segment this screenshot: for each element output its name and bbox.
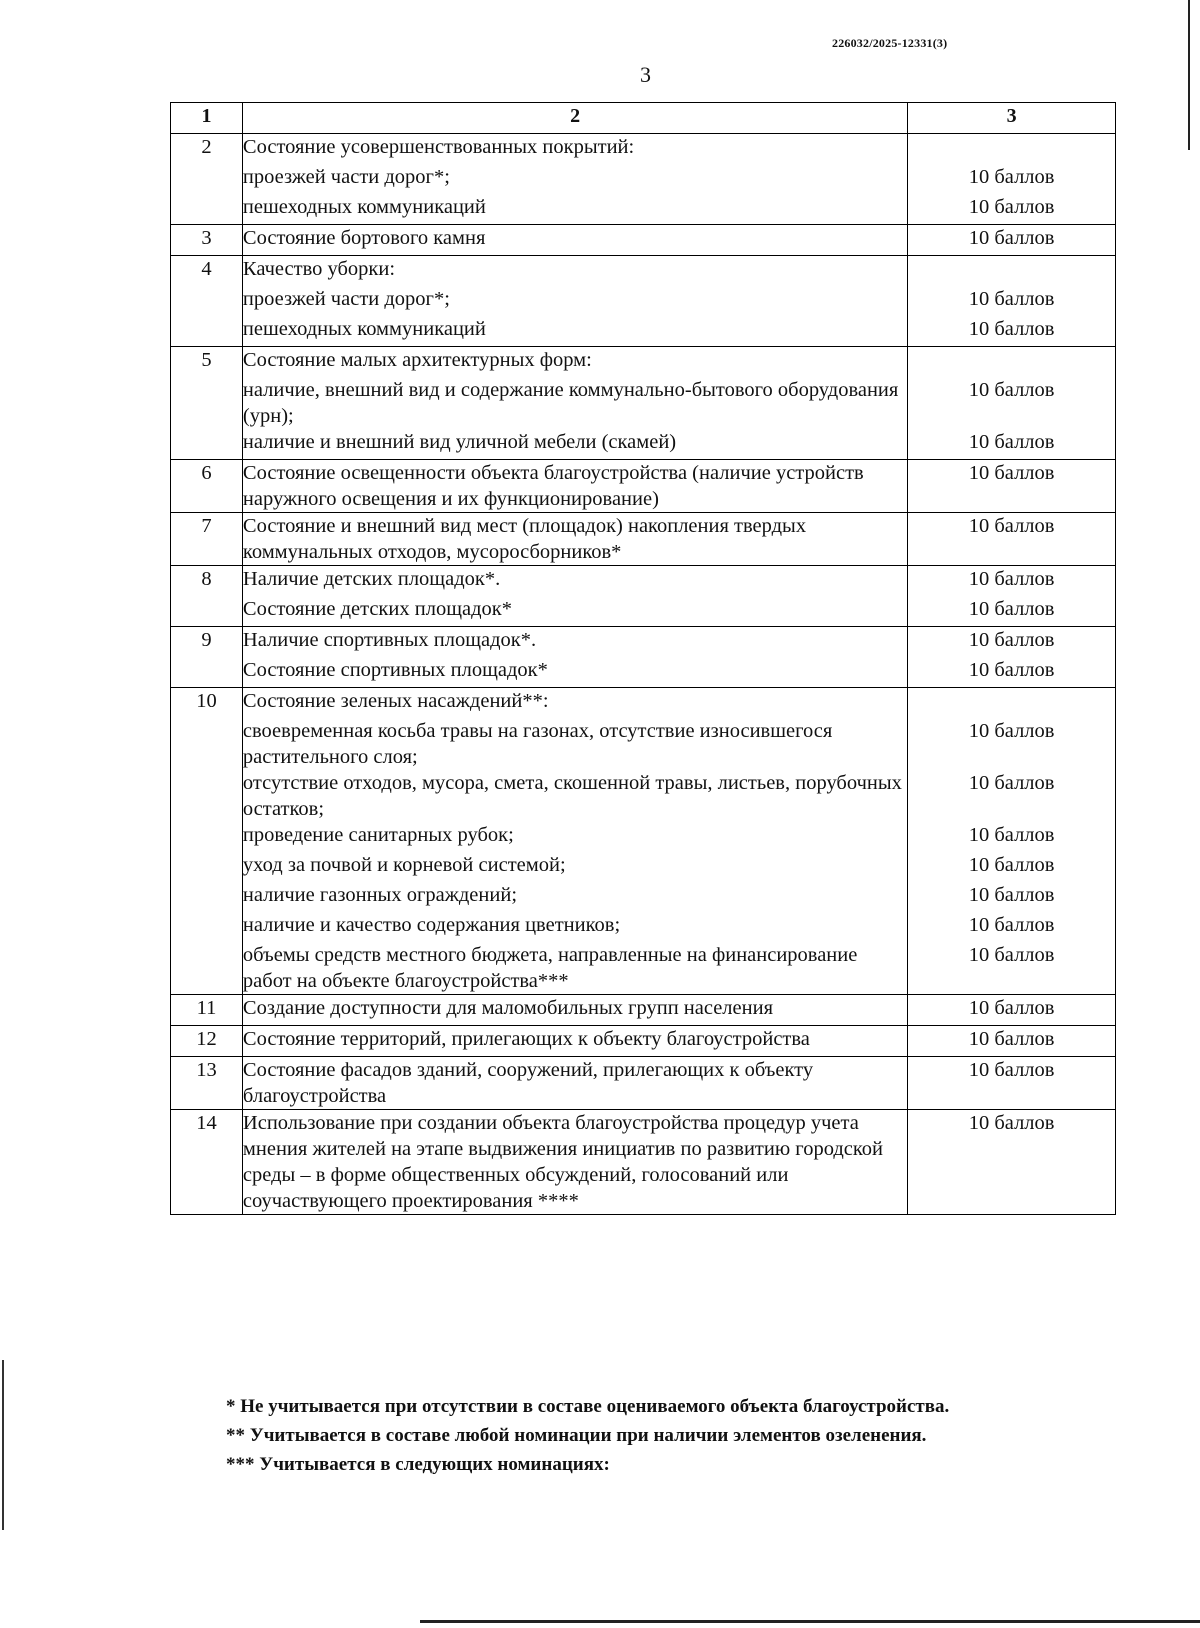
criterion-score-cell <box>908 134 1116 225</box>
criterion-description <box>242 347 907 460</box>
criterion-line: наличие и качество содержания цветников; <box>242 914 621 936</box>
row-number: 4 <box>171 256 243 347</box>
score-value: 10 баллов <box>968 997 1055 1019</box>
criterion-line: Состояние бортового камня <box>242 227 486 249</box>
score-value: 10 баллов <box>968 914 1055 936</box>
criterion-line: Использование при создании объекта благоустройства процедур учета мнения жителей на этапе выдвижения инициатив по развитию городской среды – в форме общественных обсуждений, голосований или соучаствующего проектирования **** <box>242 1112 884 1212</box>
score-value: 10 баллов <box>968 824 1055 846</box>
score-value: 10 баллов <box>968 288 1055 310</box>
criterion-line: Создание доступности для маломобильных групп населения <box>242 997 774 1019</box>
criterion-line: пешеходных коммуникаций <box>242 318 486 340</box>
criterion-line: наличие, внешний вид и содержание коммунально-бытового оборудования (урн); <box>242 379 899 427</box>
table-row <box>171 627 1116 688</box>
table-row <box>171 134 1116 225</box>
criterion-score-cell <box>908 688 1116 995</box>
score-value: 10 баллов <box>968 772 1055 794</box>
score-value: 10 баллов <box>968 944 1055 966</box>
table-row <box>171 256 1116 347</box>
page-number: 3 <box>640 62 651 87</box>
criterion-description <box>242 566 907 627</box>
criterion-line: Состояние фасадов зданий, сооружений, прилегающих к объекту благоустройства <box>242 1059 814 1107</box>
criterion-line: Состояние малых архитектурных форм: <box>242 349 592 371</box>
criterion-description <box>242 688 907 995</box>
table-row <box>171 513 1116 566</box>
score-value: 10 баллов <box>968 431 1055 453</box>
row-number: 12 <box>171 1026 243 1057</box>
criterion-line: Состояние территорий, прилегающих к объекту благоустройства <box>242 1028 810 1050</box>
row-number: 5 <box>171 347 243 460</box>
table-row <box>171 1110 1116 1215</box>
table-row <box>171 1057 1116 1110</box>
score-value: 10 баллов <box>968 462 1055 484</box>
criterion-line: уход за почвой и корневой системой; <box>242 854 566 876</box>
score-value: 10 баллов <box>968 196 1055 218</box>
criterion-score-cell <box>908 1057 1116 1110</box>
row-number: 11 <box>171 995 243 1026</box>
criterion-line: Наличие детских площадок*. <box>242 568 501 590</box>
row-number: 2 <box>171 134 243 225</box>
criterion-score-cell <box>908 225 1116 256</box>
table-header-row <box>171 103 1116 134</box>
scan-edge-bottom <box>420 1620 1200 1623</box>
row-number: 13 <box>171 1057 243 1110</box>
criterion-description <box>242 995 907 1026</box>
criterion-line: своевременная косьба травы на газонах, отсутствие износившегося растительного слоя; <box>242 720 833 768</box>
criteria-table <box>170 102 1116 1215</box>
criterion-description <box>242 627 907 688</box>
criterion-description <box>242 1110 907 1215</box>
scan-edge-left <box>2 1360 4 1530</box>
footnote: * Не учитывается при отсутствии в составе оцениваемого объекта благоустройства. <box>226 1396 950 1417</box>
criterion-score-cell <box>908 1110 1116 1215</box>
score-value: 10 баллов <box>968 515 1055 537</box>
score-value <box>908 347 1115 377</box>
score-value: 10 баллов <box>968 379 1055 401</box>
row-number: 10 <box>171 688 243 995</box>
criterion-line: Состояние детских площадок* <box>242 598 512 620</box>
criterion-score-cell <box>908 256 1116 347</box>
score-value: 10 баллов <box>968 1112 1055 1134</box>
criterion-line: пешеходных коммуникаций <box>242 196 486 218</box>
score-value: 10 баллов <box>968 720 1055 742</box>
scan-edge-top <box>1188 0 1190 150</box>
criterion-line: наличие и внешний вид уличной мебели (скамей) <box>242 431 677 453</box>
criterion-line: отсутствие отходов, мусора, смета, скошенной травы, листьев, порубочных остатков; <box>242 772 902 820</box>
score-value <box>908 134 1115 164</box>
score-value: 10 баллов <box>968 568 1055 590</box>
footnote: ** Учитывается в составе любой номинации при наличии элементов озеленения. <box>226 1425 927 1446</box>
criterion-line: Состояние усовершенствованных покрытий: <box>242 136 635 158</box>
criterion-line: проведение санитарных рубок; <box>242 824 514 846</box>
criterion-line: Состояние зеленых насаждений**: <box>242 690 549 712</box>
column-header: 2 <box>242 103 907 134</box>
criterion-line: Состояние спортивных площадок* <box>242 659 548 681</box>
criterion-line: объемы средств местного бюджета, направленные на финансирование работ на объекте благоустройства*** <box>242 944 858 992</box>
criterion-score-cell <box>908 995 1116 1026</box>
criterion-score-cell <box>908 460 1116 513</box>
criterion-description <box>242 256 907 347</box>
score-value: 10 баллов <box>968 1059 1055 1081</box>
table-row <box>171 225 1116 256</box>
criterion-line: наличие газонных ограждений; <box>242 884 518 906</box>
score-value: 10 баллов <box>968 318 1055 340</box>
criterion-score-cell <box>908 566 1116 627</box>
table-row <box>171 347 1116 460</box>
score-value: 10 баллов <box>968 659 1055 681</box>
document-id: 226032/2025-12331(3) <box>832 36 948 50</box>
criterion-line: Качество уборки: <box>242 258 396 280</box>
column-header: 1 <box>171 103 243 134</box>
criterion-line: Состояние и внешний вид мест (площадок) накопления твердых коммунальных отходов, мусоросборников* <box>242 515 807 563</box>
score-value: 10 баллов <box>968 598 1055 620</box>
score-value: 10 баллов <box>968 884 1055 906</box>
footnote: *** Учитывается в следующих номинациях: <box>226 1454 610 1475</box>
criterion-line: Состояние освещенности объекта благоустройства (наличие устройств наружного освещения и их функционирование) <box>242 462 864 510</box>
criterion-description <box>242 1026 907 1057</box>
criterion-score-cell <box>908 1026 1116 1057</box>
criterion-description <box>242 134 907 225</box>
table-row <box>171 566 1116 627</box>
score-value: 10 баллов <box>968 854 1055 876</box>
table-row <box>171 995 1116 1026</box>
table-row <box>171 460 1116 513</box>
table-row <box>171 1026 1116 1057</box>
score-value <box>908 256 1115 286</box>
criterion-line: проезжей части дорог*; <box>242 166 450 188</box>
row-number: 6 <box>171 460 243 513</box>
row-number: 9 <box>171 627 243 688</box>
criterion-score-cell <box>908 347 1116 460</box>
criterion-score-cell <box>908 513 1116 566</box>
criterion-score-cell <box>908 627 1116 688</box>
column-header: 3 <box>908 103 1116 134</box>
criterion-line: проезжей части дорог*; <box>242 288 450 310</box>
table-body <box>171 134 1116 1215</box>
criterion-description <box>242 513 907 566</box>
criterion-description <box>242 225 907 256</box>
score-value <box>908 688 1115 718</box>
row-number: 3 <box>171 225 243 256</box>
score-value: 10 баллов <box>968 629 1055 651</box>
footnotes <box>226 1392 949 1479</box>
criterion-description <box>242 1057 907 1110</box>
score-value: 10 баллов <box>968 1028 1055 1050</box>
score-value: 10 баллов <box>968 166 1055 188</box>
score-value: 10 баллов <box>968 227 1055 249</box>
criterion-line: Наличие спортивных площадок*. <box>242 629 537 651</box>
row-number: 7 <box>171 513 243 566</box>
criterion-description <box>242 460 907 513</box>
table-row <box>171 688 1116 995</box>
row-number: 14 <box>171 1110 243 1215</box>
row-number: 8 <box>171 566 243 627</box>
